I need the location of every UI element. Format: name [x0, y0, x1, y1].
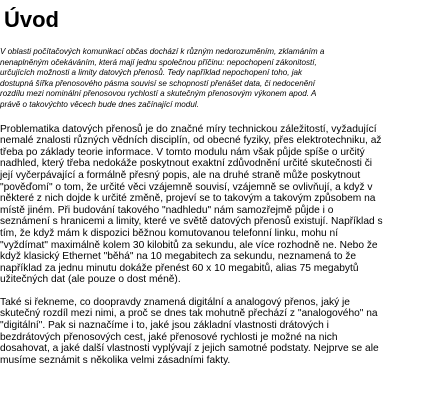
paragraph-line: místě jiném. Při budování takového "nadhledu" nám samozřejmě půjde i o: [0, 204, 334, 216]
intro-line: nenaplněným očekáváním, která mají jednu společnou příčinu: nepochopení zákonitostí,: [0, 57, 317, 67]
paragraph-line: nemalé znalosti různých vědních disciplín, od obecné fyziky, přes elektrotechniku, až: [0, 135, 382, 147]
paragraph-line: užitečných dat (ale pouze o dost méně).: [0, 274, 181, 286]
intro-line: dostupná šířka přenosového pásma souvisí se schopností přenášet data, či nedocenění: [0, 78, 315, 88]
intro-line: právě o takovýchto věcech bude dnes začínající modul.: [0, 99, 199, 109]
paragraph-line: její vyčerpávající a formálně přesný popis, ale na druhé straně může poskytnout: [0, 169, 361, 181]
page-title: Úvod: [4, 7, 59, 32]
paragraph-line: "pověďomí" o tom, že určité věci vzájemně souvisí, vzájemně se ovlivňují, a když v: [0, 181, 373, 193]
paragraph-line: třeba po základy teorie informace. V tomto modulu nám však půjde spíše o určitý: [0, 146, 365, 158]
paragraph-line: Problematika datových přenosů je do značné míry technickou záležitostí, vyžadující: [0, 123, 377, 135]
paragraph-line: "digitální". Pak si naznačíme i to, jaké jsou základní vlastnosti drátových i: [0, 320, 329, 332]
paragraph-line: bezdrátových přenosových cest, jaké přenosové rychlosti je možné na nich: [0, 331, 338, 343]
body-paragraph-1: [0, 124, 428, 286]
paragraph-line: seznámení s hranicemi a limity, které ve světě datových přenosů existují. Například s: [0, 216, 383, 228]
intro-line: V oblasti počítačových komunikací občas dochází k různým nedorozuměním, zklamáním a: [0, 47, 325, 56]
body-paragraph-2: [0, 297, 428, 367]
intro-line: rozdílu mezi nominální přenosovou rychlostí a skutečným přenosovým výkonem apod. A: [0, 89, 317, 99]
paragraph-line: například za jednu minutu dokáže přenést 60 x 10 megabitů, alias 75 megabytů: [0, 262, 359, 274]
paragraph-line: musíme seznámit s několika velmi zásadními fakty.: [0, 354, 231, 366]
paragraph-line: "vyždímat" maximálně kolem 30 kilobitů za sekundu, ale více rozhodně ne. Nebo že: [0, 239, 378, 251]
paragraph-line: skutečný rozdíl mezi nimi, a proč se dnes tak mohutně přechází z "analogového" na: [0, 308, 378, 320]
paragraph-line: nadhled, který třeba nedokáže poskytnout exaktní zdůvodnění určité skutečnosti či: [0, 158, 373, 170]
intro-paragraph: [0, 47, 428, 111]
intro-line: určujících možnosti a limity datových přenosů. Tedy například nepochopení toho, jak: [0, 68, 303, 78]
paragraph-line: některé z nich dojde k určité změně, projeví se to takovým a takovým způsobem na: [0, 193, 376, 205]
paragraph-line: když klasický Ethernet "běhá" na 10 megabitech za sekundu, neznamená to že: [0, 251, 357, 263]
paragraph-line: dosahovat, a jaké další vlastnosti vyplývají z jejich samotné podstaty. Nejprve se ale: [0, 343, 379, 355]
paragraph-line: Také si řekneme, co doopravdy znamená digitální a analogový přenos, jaký je: [0, 296, 350, 308]
paragraph-line: tím, že když mám k dispozici běžnou komutovanou telefonní linku, mohu ní: [0, 227, 339, 239]
